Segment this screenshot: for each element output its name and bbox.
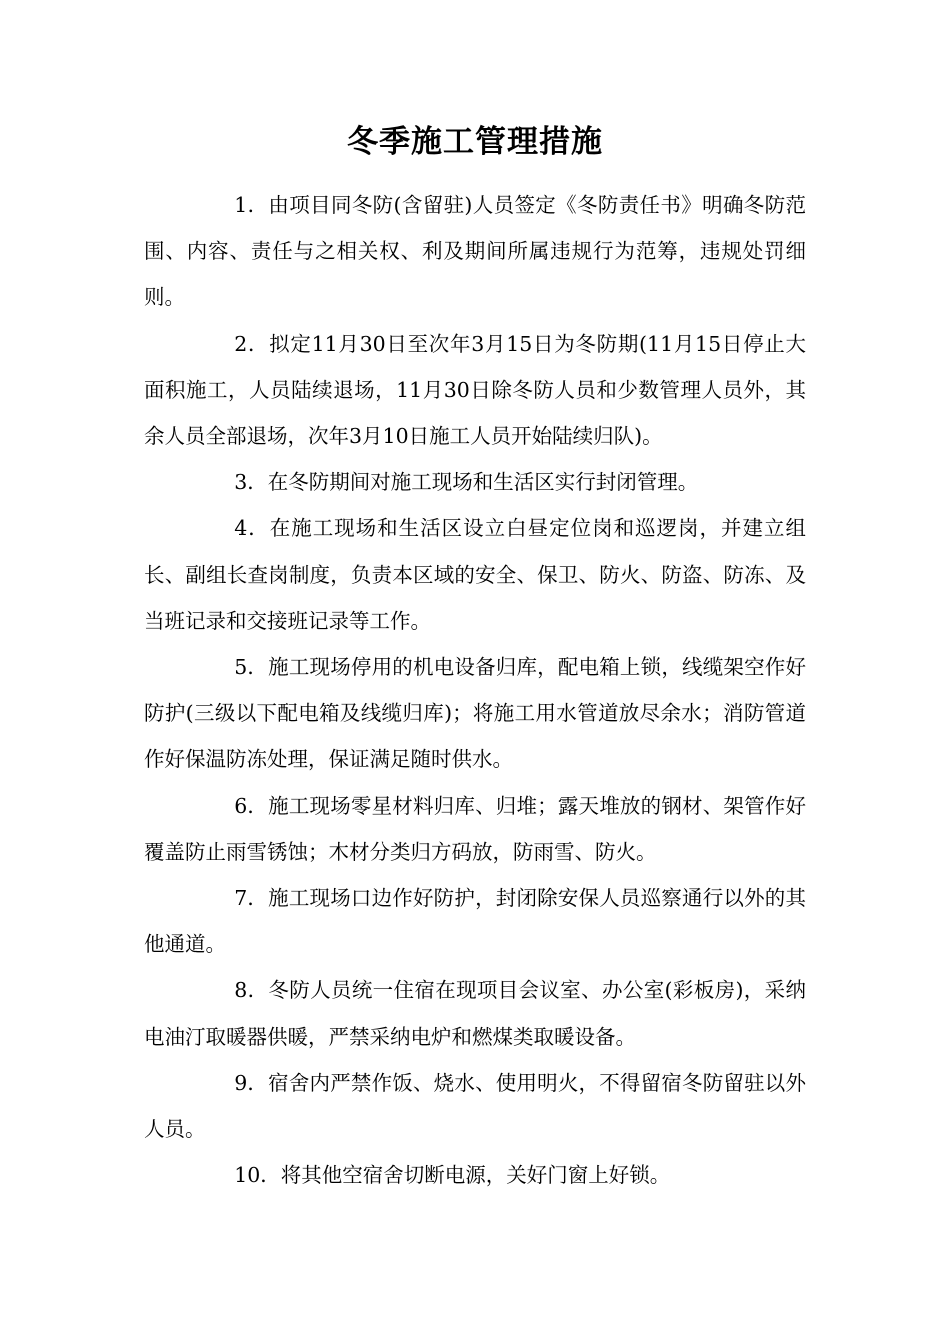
paragraph-4: 4．在施工现场和生活区设立白昼定位岗和巡逻岗，并建立组长、副组长查岗制度，负责本区域的安全、保卫、防火、防盗、防冻、及当班记录和交接班记录等工作。 xyxy=(144,516,806,633)
paragraph-10: 10．将其他空宿舍切断电源，关好门窗上好锁。 xyxy=(234,1163,671,1188)
document-body xyxy=(144,182,806,1198)
paragraph-1: 1．由项目同冬防(含留驻)人员签定《冬防责任书》明确冬防范围、内容、责任与之相关权、利及期间所属违规行为范筹，违规处罚细则。 xyxy=(144,193,806,310)
paragraph-6: 6．施工现场零星材料归库、归堆；露天堆放的钢材、架管作好覆盖防止雨雪锈蚀；木材分类归方码放，防雨雪、防火。 xyxy=(144,793,806,864)
paragraph-2: 2．拟定11月30日至次年3月15日为冬防期(11月15日停止大面积施工，人员陆续退场，11月30日除冬防人员和少数管理人员外，其余人员全部退场，次年3月10日施工人员开始陆续归队)。 xyxy=(144,331,806,449)
paragraph-3: 3．在冬防期间对施工现场和生活区实行封闭管理。 xyxy=(234,470,699,495)
document-title: 冬季施工管理措施 xyxy=(347,124,603,160)
paragraph-5: 5．施工现场停用的机电设备归库，配电箱上锁，线缆架空作好防护(三级以下配电箱及线缆归库)；将施工用水管道放尽余水；消防管道作好保温防冻处理，保证满足随时供水。 xyxy=(144,655,806,772)
paragraph-7: 7．施工现场口边作好防护，封闭除安保人员巡察通行以外的其他通道。 xyxy=(144,886,806,957)
paragraph-8: 8．冬防人员统一住宿在现项目会议室、办公室(彩板房)，采纳电油汀取暖器供暖，严禁采纳电炉和燃煤类取暖设备。 xyxy=(144,978,806,1049)
paragraph-9: 9．宿舍内严禁作饭、烧水、使用明火，不得留宿冬防留驻以外人员。 xyxy=(144,1070,806,1142)
